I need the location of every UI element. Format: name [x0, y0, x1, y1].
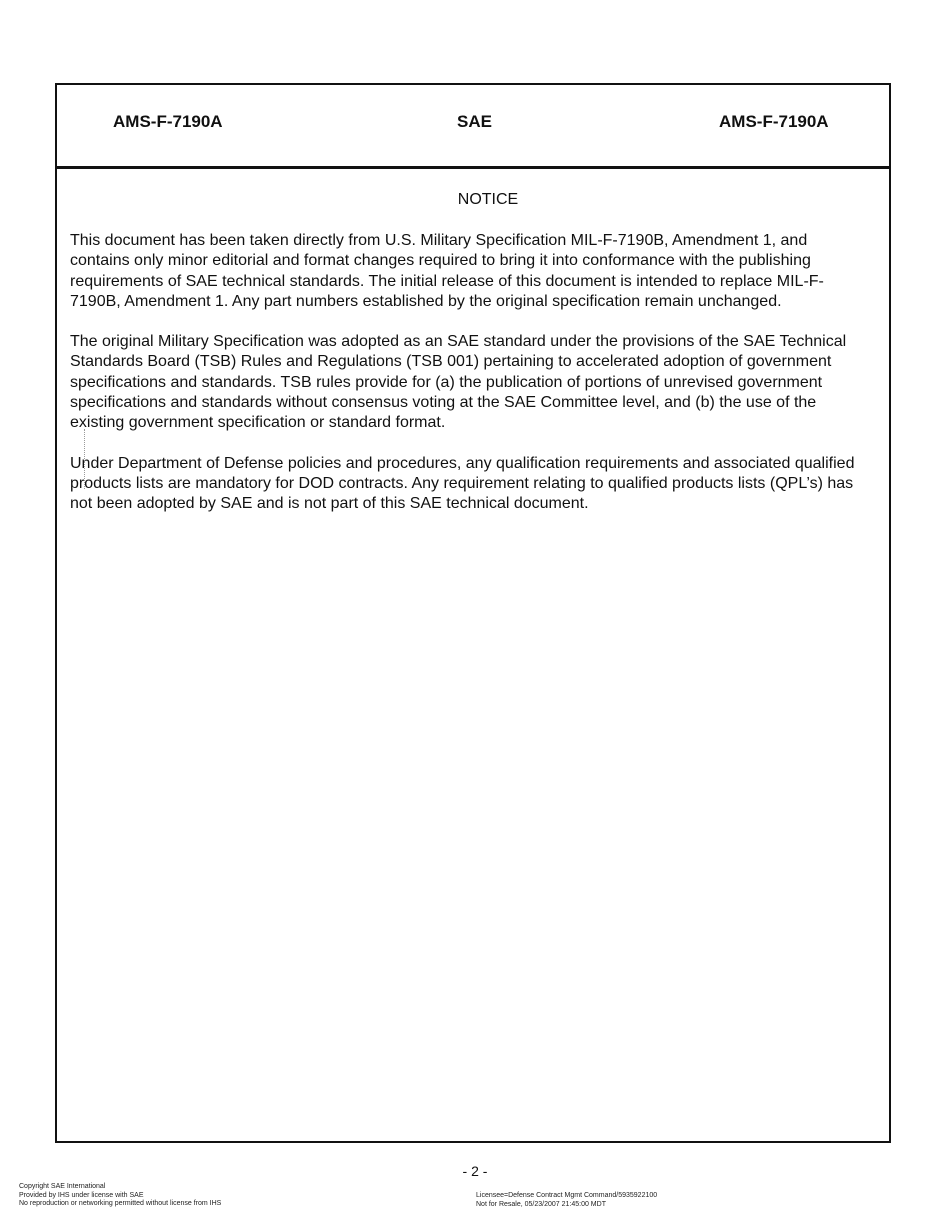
footer-right-line: Not for Resale, 05/23/2007 21:45:00 MDT: [476, 1200, 606, 1208]
page-frame: [55, 83, 891, 1143]
footer-copyright: [19, 1183, 221, 1209]
footer-left-line: No reproduction or networking permitted without license from IHS: [19, 1200, 222, 1207]
footer-license: [476, 1192, 657, 1209]
footer-left-line: Copyright SAE International: [19, 1183, 106, 1190]
header-publisher: SAE: [457, 112, 492, 131]
scan-artifact-dots: [84, 429, 85, 489]
page-number: - 2 -: [462, 1163, 488, 1179]
notice-paragraph-1: This document has been taken directly from U.S. Military Specification MIL-F-7190B, Amendment 1, and contains only minor editorial and format changes required to bring it into conformance with the publishing requirements of SAE technical standards. The initial release of this document is intended to replace MIL-F-7190B, Amendment 1. Any part numbers established by the original specification remain unchanged.: [70, 232, 824, 310]
header-doc-number-left: AMS-F-7190A: [113, 112, 223, 131]
footer-left-line: Provided by IHS under license with SAE: [19, 1191, 144, 1199]
header-doc-number-right: AMS-F-7190A: [719, 112, 829, 131]
notice-paragraph-3: Under Department of Defense policies and procedures, any qualification requirements and associated qualified products lists are mandatory for DOD contracts. Any requirement relating to qualified products lists (QPL’s) has not been adopted by SAE and is not part of this SAE technical document.: [70, 454, 855, 513]
footer-right-line: Licensee=Defense Contract Mgmt Command/5935922100: [476, 1192, 658, 1199]
notice-paragraph-2: The original Military Specification was adopted as an SAE standard under the provisions of the SAE Technical Standards Board (TSB) Rules and Regulations (TSB 001) pertaining to accelerated adoption of government specifications and standards. TSB rules provide for (a) the publication of portions of unrevised government specifications and standards without consensus voting at the SAE Committee level, and (b) the use of the existing government specification or standard format.: [70, 333, 847, 432]
notice-title: NOTICE: [457, 191, 519, 208]
document-header: [57, 85, 889, 169]
notice-body: [70, 231, 870, 535]
